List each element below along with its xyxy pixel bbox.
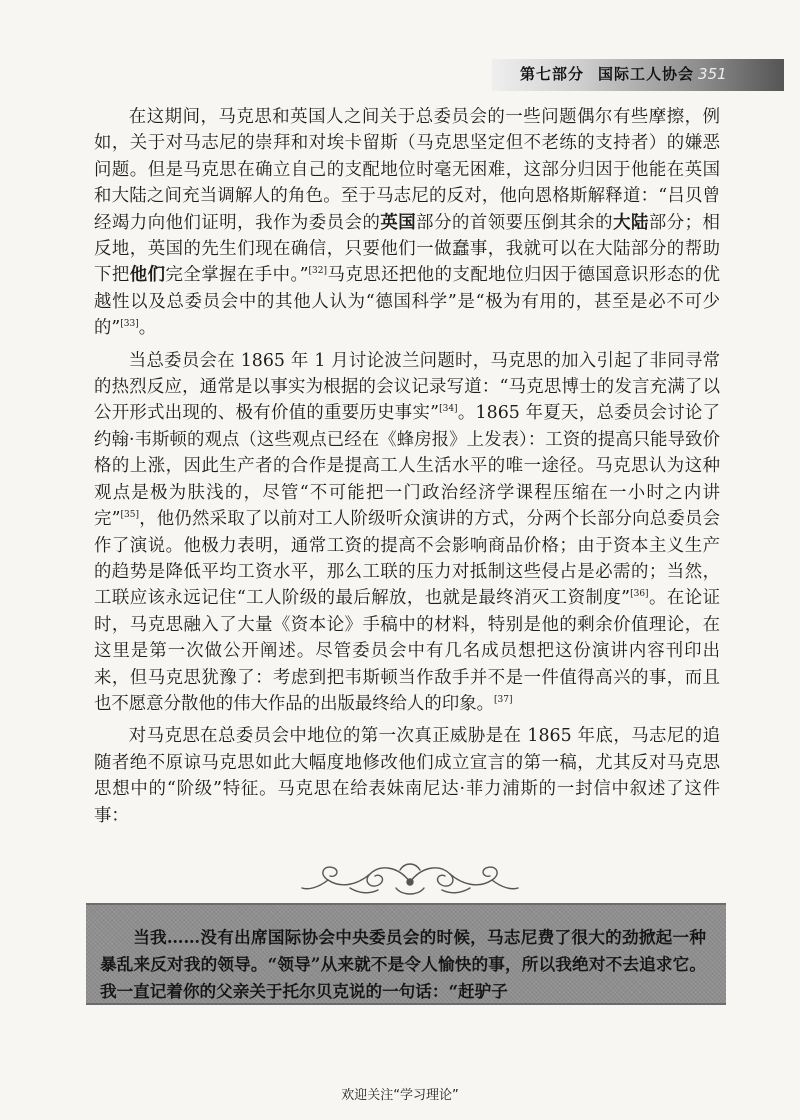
body-text xyxy=(94,104,720,835)
text-run: ，他仍然采取了以前对工人阶级听众演讲的方式，分两个长部分向总委员会作了演说。他极力表明，通常工资的提高不会影响商品价格；由于资本主义生产的趋势是降低平均工资水平，那么工联的压力对抵制这些侵占是必需的；当然，工联应该永远记住“工人阶级的最后解放，也就是最终消灭工资制度” xyxy=(94,509,720,609)
footnote-ref: [36] xyxy=(630,589,649,600)
text-run: 。 xyxy=(138,318,157,339)
text-run: 在这期间，马克思和英国人之间关于总委员会的一些问题偶尔有些摩擦，例如，关于对马志尼的崇拜和对埃卡留斯（马克思坚定但不老练的支持者）的嫌恶问题。但是马克思在确立自己的支配地位时毫无困难，这部分归因于他能在英国和大陆之间充当调解人的角色。至于马志尼的反对，他向恩格斯解释道：“吕贝曾经竭力向他们证明，我作为委员会的 xyxy=(94,107,720,233)
quote-paragraph: 当我……没有出席国际协会中央委员会的时候，马志尼费了很大的劲掀起一种暴乱来反对我的领导。“领导”从来就不是令人愉快的事，所以我绝对不去追求它。我一直记着你的父亲关于托尔贝克说的一句话：“赶驴子 xyxy=(100,927,706,1001)
text-run: 部分的首领要压倒其余的 xyxy=(416,212,614,233)
footnote-ref: [34] xyxy=(439,404,458,415)
text-run: 完全掌握在手中。” xyxy=(165,265,309,286)
paragraph-3: 对马克思在总委员会中地位的第一次真正威胁是在 1865 年底，马志尼的追随者绝不原谅马克思如此大幅度地修改他们成立宣言的第一稿，尤其反对马克思思想中的“阶级”特征。马克思在给表妹南尼达·菲力浦斯的一封信中叙述了这件事： xyxy=(94,726,720,826)
emphasis-text: 他们 xyxy=(129,265,166,286)
block-quote xyxy=(100,924,706,1005)
footnote-ref: [32] xyxy=(308,266,328,277)
footer-note: 欢迎关注“学习理论” xyxy=(341,1088,459,1103)
header-title: 国际工人协会 xyxy=(598,65,695,83)
paragraph-2 xyxy=(94,348,720,718)
emphasis-text: 大陆 xyxy=(613,212,649,233)
emphasis-text: 英国 xyxy=(380,212,417,233)
paragraph-1 xyxy=(94,104,720,342)
scroll-ornament-icon xyxy=(300,858,520,900)
running-header xyxy=(520,63,727,85)
text-run: 部分；相反地，英国的先生们现在确信，只要他们一做蠢事，我就可以在大陆部分的帮助下把 xyxy=(94,212,720,286)
text-run: 当总委员会在 1865 年 1 月讨论波兰问题时，马克思的加入引起了非同寻常的热烈反应，通常是以事实为根据的会议记录写道：“马克思博士的发言充满了以公开形式出现的、极有价值的重要历史事实” xyxy=(94,350,720,424)
footnote-ref: [33] xyxy=(120,319,139,330)
header-section: 第七部分 xyxy=(520,65,585,83)
text-run: 。1865 年夏天，总委员会讨论了约翰·韦斯顿的观点（这些观点已经在《蜂房报》上发表）：工资的提高只能导致价格的上涨，因此生产者的合作是提高工人生活水平的唯一途径。马克思认为这种观点是极为肤浅的，尽管“不可能把一门政治经济学课程压缩在一小时之内讲完” xyxy=(94,403,720,530)
page-number: 351 xyxy=(698,65,727,83)
footnote-ref: [37] xyxy=(494,695,513,706)
text-run: 马克思还把他的支配地位归因于德国意识形态的优越性以及总委员会中的其他人认为“德国科学”是“极为有用的，甚至是必不可少的” xyxy=(94,265,720,339)
text-run: 。在论证时，马克思融入了大量《资本论》手稿中的材料，特别是他的剩余价值理论，在这里是第一次做公开阐述。尽管委员会中有几名成员想把这份演讲内容刊印出来，但马克思犹豫了：考虑到把韦斯顿当作敌手并不是一件值得高兴的事，而且也不愿意分散他的伟大作品的出版最终给人的印象。 xyxy=(94,588,720,714)
footnote-ref: [35] xyxy=(120,510,139,521)
